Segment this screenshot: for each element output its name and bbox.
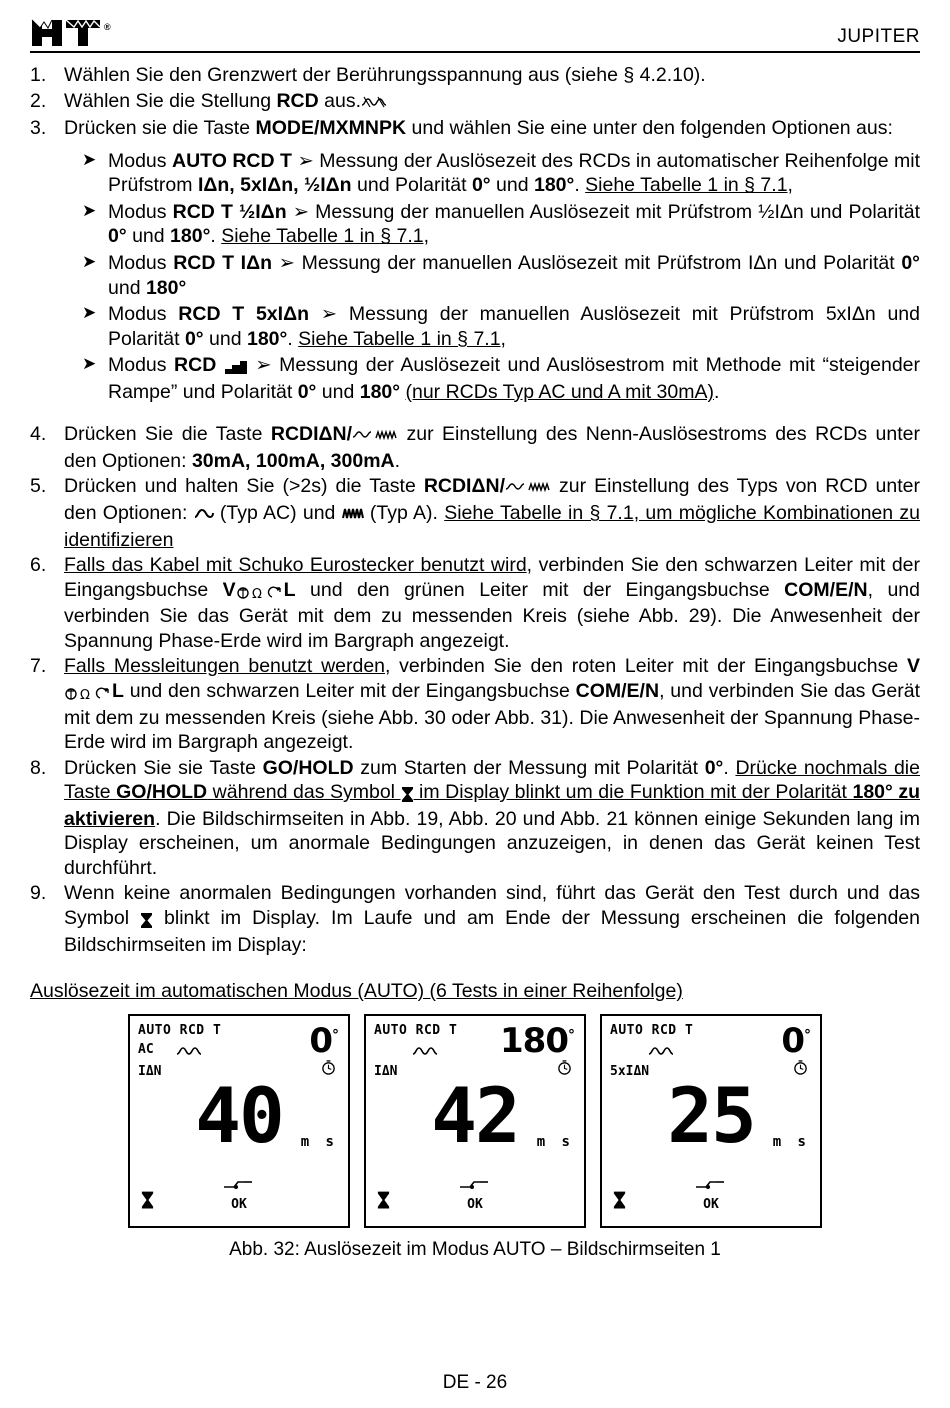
list-item-text: Falls Messleitungen benutzt werden, verbinden Sie den roten Leiter mit der Eingangsbuchse V Ω L und den schwarzen Leiter mit der Eingangsbuchse COM/E/N, und verbinden Sie das Gerät mit dem zu messenden Kreis (siehe Abb. 30 oder Abb. 31). Die Anwesenheit der Spannung Phase-Erde wird im Bargraph angezeigt. <box>64 655 920 754</box>
list-item-number: 9. <box>30 882 47 905</box>
input-socket-symbols-icon <box>236 580 284 605</box>
list-item-number: 7. <box>30 655 47 678</box>
list-item-text: Wählen Sie den Grenzwert der Berührungsspannung aus (siehe § 4.2.10). <box>64 64 706 86</box>
list-item <box>82 353 920 404</box>
list-item-number: 5. <box>30 475 47 498</box>
list-item <box>30 89 920 116</box>
ok-waveform-icon <box>366 1173 584 1198</box>
lcd-mode-label: AUTO RCD T <box>138 1022 222 1038</box>
rcd-symbol-icon <box>361 91 387 116</box>
list-item-text: Drücken Sie sie Taste GO/HOLD zum Starten der Messung mit Polarität 0°. Drücke nochmals die Taste GO/HOLD während das Symbol im Display blinkt um die Funktion mit der Polarität 180° zu aktivieren. Die Bildschirmseiten in Abb. 19, Abb. 20 und Abb. 21 können einige Sekunden lang im Display erscheinen, um anormale Bedingungen anzuzeigen, in denen das Gerät keinen Test durchführt. <box>64 756 921 879</box>
lcd-mode-label: AUTO RCD T <box>610 1022 694 1038</box>
ht-logo-icon <box>30 18 134 48</box>
mode-option-list <box>30 149 920 405</box>
bullet-icon: ➤ <box>82 200 97 221</box>
clock-icon <box>321 1060 336 1075</box>
bullet-icon: ➤ <box>82 303 97 324</box>
page-header <box>30 10 920 53</box>
list-item <box>30 881 920 957</box>
bullet-icon: ➤ <box>82 251 97 272</box>
lcd-value: 40 <box>195 1070 283 1160</box>
list-item <box>30 553 920 653</box>
waveform-symbol-icon <box>352 424 398 449</box>
rcd-type-ac-icon <box>176 1040 202 1065</box>
input-socket-symbols-icon <box>64 681 112 706</box>
list-item-text: Drücken sie die Taste MODE/MXMNPK und wählen Sie eine unter den folgenden Optionen aus: <box>64 117 893 140</box>
list-item <box>30 116 920 141</box>
lcd-polarity: 0° <box>309 1020 338 1061</box>
clock-icon <box>793 1060 808 1075</box>
lcd-screen <box>364 1014 586 1228</box>
list-item-text: Modus RCD T ½IΔn ➢ Messung der manuellen Auslösezeit mit Prüfstrom ½IΔn und Polarität 0° und 180°. Siehe Tabelle 1 in § 7.1, <box>108 199 920 248</box>
lcd-screen <box>600 1014 822 1228</box>
lcd-units: m s <box>300 1133 338 1150</box>
list-item <box>82 251 920 300</box>
svg-text:®: ® <box>104 22 111 32</box>
hourglass-symbol-icon <box>140 908 153 933</box>
lcd-status: OK <box>703 1197 719 1213</box>
list-item-text: Wählen Sie die Stellung RCD aus. <box>64 89 361 112</box>
clock-icon <box>557 1060 572 1075</box>
lcd-status: OK <box>231 1197 247 1213</box>
list-item <box>30 474 920 552</box>
list-item <box>82 302 920 351</box>
list-item-number: 4. <box>30 423 47 446</box>
list-item <box>82 200 920 249</box>
list-item-number: 3. <box>30 117 47 140</box>
list-item-number: 1. <box>30 64 47 86</box>
lcd-polarity: 180° <box>500 1020 574 1061</box>
waveform-symbol-icon <box>505 476 551 501</box>
lcd-current-label: IΔN <box>374 1063 398 1079</box>
list-item <box>30 63 920 88</box>
page-footer: DE - 26 <box>442 1372 508 1393</box>
list-item-text: Modus RCD T 5xIΔn ➢ Messung der manuellen Auslösezeit mit Prüfstrom 5xIΔn und Polarität 0° und 180°. Siehe Tabelle 1 in § 7.1, <box>108 302 921 350</box>
list-item <box>30 654 920 754</box>
ht-logo <box>30 18 134 48</box>
lcd-screenshot-row <box>30 1014 920 1228</box>
bullet-icon: ➤ <box>82 354 97 375</box>
list-item-text: Drücken und halten Sie (>2s) die Taste RCDIΔN/ zur Einstellung des Typs von RCD unter den Optionen: (Typ AC) und (Typ A). Siehe Tabelle in § 7.1, um mögliche Kombinationen zu identifizieren <box>64 475 920 551</box>
list-item-text: Modus RCD ➢ Messung der Auslösezeit und Auslösestrom mit Methode mit “steigender Rampe” und Polarität 0° und 180° (nur RCDs Typ AC und A mit 30mA). <box>108 353 921 403</box>
header-title: JUPITER <box>837 26 920 47</box>
hourglass-symbol-icon <box>401 782 414 807</box>
list-item-text: Falls das Kabel mit Schuko Eurostecker benutzt wird, verbinden Sie den schwarzen Leiter mit der Eingangsbuchse V Ω L und den grünen Leiter mit der Eingangsbuchse COM/E/N, und verbinden Sie das Gerät mit dem zu messenden Kreis (siehe Abb. 29). Die Anwesenheit der Spannung Phase-Erde wird im Bargraph angezeigt. <box>64 554 921 652</box>
list-item <box>82 149 920 198</box>
type-ac-symbol-icon <box>194 503 214 528</box>
figure-section-title: Auslösezeit im automatischen Modus (AUTO) (6 Tests in einer Reihenfolge) <box>30 980 683 1003</box>
lcd-screen <box>128 1014 350 1228</box>
list-item-number: 8. <box>30 756 47 779</box>
list-item-text: Modus RCD T IΔn ➢ Messung der manuellen Auslösezeit mit Prüfstrom IΔn und Polarität 0° und 180° <box>108 250 920 299</box>
lcd-current-label: IΔN <box>138 1063 162 1079</box>
ramp-symbol-icon <box>224 355 248 380</box>
lcd-units: m s <box>772 1133 810 1150</box>
svg-text:Ω: Ω <box>251 586 262 601</box>
lcd-value: 42 <box>431 1070 519 1160</box>
figure-caption: Abb. 32: Auslösezeit im Modus AUTO – Bildschirmseiten 1 <box>229 1238 721 1260</box>
list-item-text: Drücken Sie die Taste RCDIΔN/ zur Einstellung des Nenn-Auslösestroms des RCDs unter den Optionen: 30mA, 100mA, 300mA. <box>64 423 920 472</box>
lcd-status: OK <box>467 1197 483 1213</box>
ok-waveform-icon <box>130 1173 348 1198</box>
lcd-units: m s <box>536 1133 574 1150</box>
bullet-icon: ➤ <box>82 149 97 170</box>
type-a-symbol-icon <box>342 503 364 528</box>
lcd-type-label: AC <box>138 1041 154 1057</box>
instruction-list-bottom <box>30 422 920 957</box>
rcd-type-ac-icon <box>648 1040 674 1065</box>
instruction-list-top <box>30 63 920 141</box>
lcd-polarity: 0° <box>781 1020 810 1061</box>
ok-waveform-icon <box>602 1173 820 1198</box>
lcd-value: 25 <box>667 1070 755 1160</box>
list-item-text: Wenn keine anormalen Bedingungen vorhanden sind, führt das Gerät den Test durch und das Symbol blinkt im Display. Im Laufe und am Ende der Messung erscheinen die folgenden Bildschirmseiten im Display: <box>64 882 920 956</box>
list-item-number: 6. <box>30 554 47 577</box>
list-item <box>30 422 920 473</box>
lcd-current-label: 5xIΔN <box>610 1063 650 1079</box>
list-item <box>30 756 920 881</box>
list-item-number: 2. <box>30 89 47 112</box>
rcd-type-ac-icon <box>412 1040 438 1065</box>
list-item-text: Modus AUTO RCD T ➢ Messung der Auslösezeit des RCDs in automatischer Reihenfolge mit Prüfstrom IΔn, 5xIΔn, ½IΔn und Polarität 0° und 180°. Siehe Tabelle 1 in § 7.1, <box>108 148 921 197</box>
lcd-mode-label: AUTO RCD T <box>374 1022 458 1038</box>
page-content <box>30 63 920 1262</box>
svg-text:Ω: Ω <box>80 687 90 702</box>
